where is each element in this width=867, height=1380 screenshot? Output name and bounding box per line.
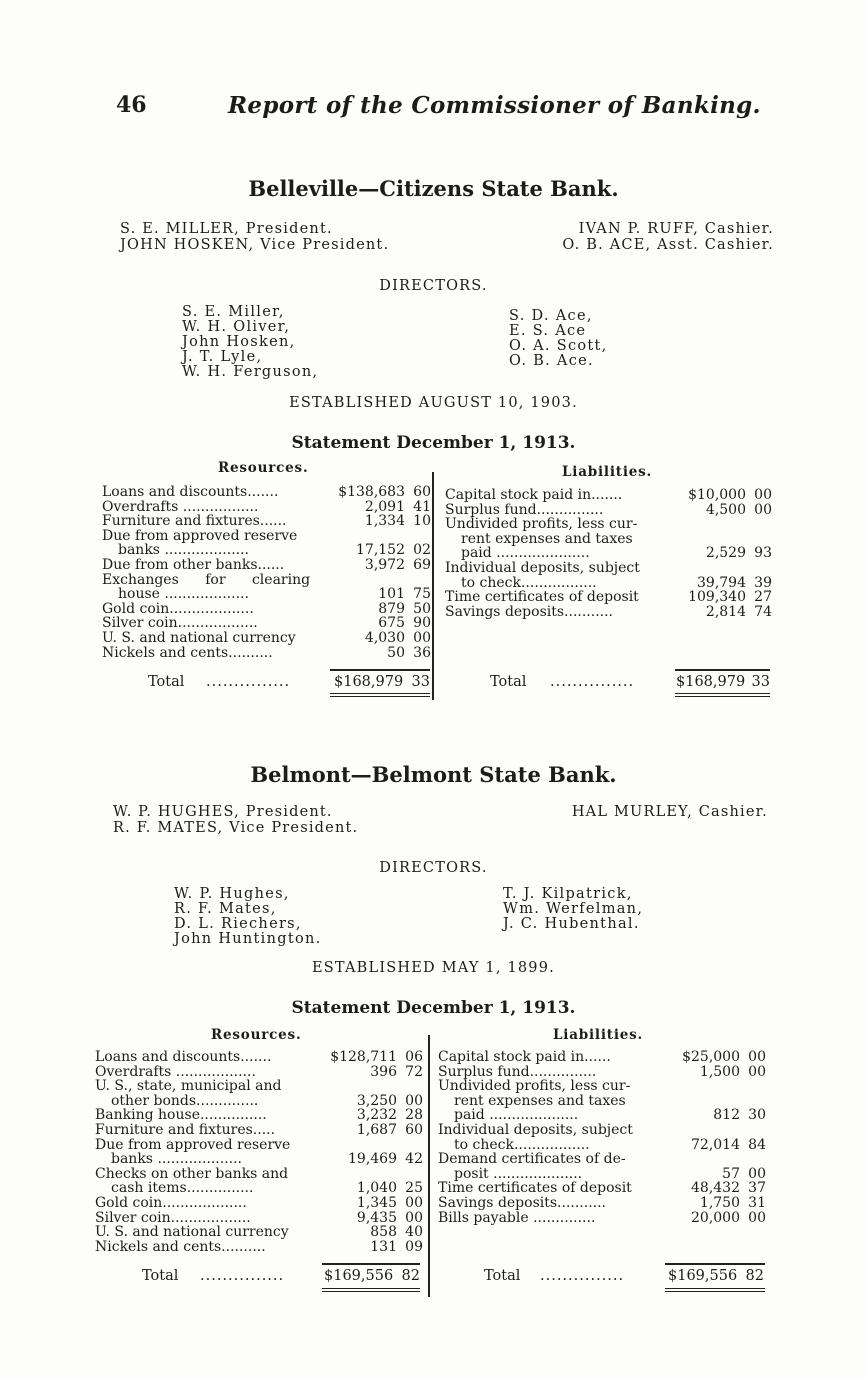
- row-dollars: 17,152: [356, 542, 405, 559]
- row-label: Individual deposits, subject: [438, 1122, 633, 1138]
- row-cents: 00: [405, 1092, 423, 1109]
- row-cents: 90: [413, 615, 431, 632]
- row-dollars: 20,000: [691, 1209, 740, 1226]
- total-double-rule: [322, 1288, 420, 1292]
- row-cents: 72: [405, 1063, 423, 1080]
- row-label: Exchanges for clearing: [102, 572, 311, 588]
- row-dollars: 1,750: [699, 1194, 740, 1211]
- established-date: ESTABLISHED AUGUST 10, 1903.: [289, 395, 578, 411]
- row-cents: 00: [748, 1165, 766, 1182]
- row-label: Due from approved reserve: [95, 1137, 291, 1153]
- officer: S. E. MILLER, President.: [120, 221, 333, 237]
- row-dollars: 19,469: [348, 1151, 397, 1168]
- row-dollars: 812: [713, 1107, 740, 1124]
- row-cents: 75: [413, 586, 431, 603]
- director: S. D. Ace,: [509, 308, 593, 324]
- row-label: Undivided profits, less cur-: [438, 1079, 631, 1094]
- row-dollars: 48,432: [691, 1180, 740, 1197]
- row-label: cash items...............: [111, 1181, 254, 1196]
- resource-row: [102, 631, 431, 646]
- row-label: Due from other banks......: [102, 557, 285, 573]
- director: W. H. Oliver,: [182, 319, 291, 335]
- total-amount-resources: [324, 1268, 420, 1284]
- resource-row: [95, 1196, 423, 1211]
- liability-row: [438, 1065, 766, 1080]
- bank-title: Belmont—Belmont State Bank.: [250, 762, 617, 787]
- row-cents: 50: [413, 600, 431, 617]
- resource-row: [102, 558, 431, 573]
- resource-row: [95, 1152, 423, 1167]
- row-label: Capital stock paid in.......: [445, 488, 623, 503]
- row-label: Silver coin..................: [102, 616, 258, 631]
- directors-right: [509, 309, 608, 369]
- resource-row: [102, 529, 431, 544]
- director: J. C. Hubenthal.: [503, 916, 640, 932]
- row-cents: 41: [413, 498, 431, 515]
- row-dollars: 9,435: [356, 1209, 397, 1226]
- row-dollars: 4,500: [705, 501, 746, 518]
- row-label: U. S. and national currency: [102, 630, 296, 646]
- resource-row: [102, 514, 431, 529]
- total-amount-liabilities: [668, 1268, 764, 1284]
- row-label: rent expenses and taxes: [461, 531, 633, 547]
- total-label: Total: [142, 1268, 179, 1284]
- total-leader: ...............: [200, 1268, 285, 1284]
- row-cents: 00: [754, 487, 772, 503]
- row-cents: 00: [413, 629, 431, 646]
- liability-row: [445, 503, 772, 518]
- row-label: Surplus fund...............: [445, 502, 604, 518]
- row-cents: [397, 1079, 423, 1094]
- row-label: Furniture and fixtures.....: [95, 1122, 276, 1138]
- bank-title: Belleville—Citizens State Bank.: [248, 176, 619, 201]
- column-divider: [432, 472, 434, 700]
- row-cents: 00: [748, 1063, 766, 1080]
- row-label: to check.................: [461, 575, 597, 591]
- row-cents: 06: [405, 1049, 423, 1065]
- row-cents: 00: [754, 501, 772, 518]
- row-dollars: 1,040: [356, 1180, 397, 1197]
- row-label: paid ....................: [454, 1108, 579, 1123]
- row-label: Loans and discounts.......: [95, 1050, 272, 1065]
- director: S. E. Miller,: [182, 304, 285, 320]
- row-cents: 42: [405, 1151, 423, 1168]
- row-label: Individual deposits, subject: [445, 560, 640, 576]
- total-dollars: $169,556: [324, 1268, 394, 1284]
- row-cents: 69: [413, 556, 431, 573]
- directors-heading: DIRECTORS.: [379, 278, 488, 294]
- row-dollars: 675: [378, 615, 405, 632]
- liabilities-list: [445, 488, 772, 619]
- row-dollars: 3,232: [356, 1107, 397, 1124]
- total-leader: ...............: [550, 674, 635, 690]
- liability-row: [438, 1108, 766, 1123]
- liabilities-heading: Liabilities.: [562, 464, 653, 480]
- row-label: banks ...................: [118, 543, 249, 558]
- resources-list: [102, 485, 431, 660]
- statement-heading: Statement December 1, 1913.: [291, 433, 576, 453]
- total-cents: 82: [401, 1268, 420, 1284]
- total-rule: [665, 1263, 765, 1265]
- liabilities-list: [438, 1050, 766, 1225]
- directors-left: [182, 305, 318, 380]
- liability-row: [438, 1138, 766, 1153]
- row-cents: 74: [754, 603, 772, 620]
- resource-row: [95, 1225, 423, 1240]
- row-dollars: 2,814: [705, 603, 746, 620]
- row-cents: 39: [754, 574, 772, 591]
- row-dollars: $25,000: [682, 1049, 740, 1065]
- row-label: Bills payable ..............: [438, 1210, 596, 1226]
- total-double-rule: [330, 693, 430, 697]
- liability-row: [438, 1079, 766, 1094]
- liability-row: [445, 532, 772, 547]
- resource-row: [102, 602, 431, 617]
- liability-row: [445, 546, 772, 561]
- resource-row: [95, 1181, 423, 1196]
- total-label: Total: [490, 674, 527, 690]
- liability-row: [445, 517, 772, 532]
- resource-row: [95, 1050, 423, 1065]
- row-cents: 84: [748, 1136, 766, 1153]
- row-cents: 93: [754, 545, 772, 562]
- row-dollars: 4,030: [364, 629, 405, 646]
- row-label: paid .....................: [461, 546, 590, 561]
- row-dollars: 858: [370, 1224, 397, 1241]
- director: D. L. Riechers,: [174, 916, 302, 932]
- row-cents: 00: [405, 1209, 423, 1226]
- resources-heading: Resources.: [218, 460, 309, 476]
- resource-row: [95, 1079, 423, 1094]
- row-cents: [405, 529, 431, 544]
- director: W. H. Ferguson,: [182, 364, 319, 380]
- resource-row: [95, 1065, 423, 1080]
- resource-row: [102, 616, 431, 631]
- liability-row: [438, 1050, 766, 1065]
- row-label: banks ...................: [111, 1152, 242, 1167]
- total-cents: 82: [745, 1268, 764, 1284]
- row-cents: 31: [748, 1194, 766, 1211]
- row-cents: 30: [748, 1107, 766, 1124]
- officers-right: [572, 804, 768, 820]
- row-dollars: 109,340: [688, 589, 746, 606]
- row-label: U. S. and national currency: [95, 1225, 289, 1240]
- row-cents: [746, 532, 772, 547]
- resource-row: [95, 1138, 423, 1153]
- row-label: Due from approved reserve: [102, 528, 298, 544]
- total-leader: ...............: [540, 1268, 625, 1284]
- total-label: Total: [484, 1268, 521, 1284]
- row-label: Silver coin..................: [95, 1210, 251, 1226]
- row-label: U. S., state, municipal and: [95, 1079, 282, 1094]
- resource-row: [102, 500, 431, 515]
- row-label: other bonds..............: [111, 1093, 259, 1109]
- resource-row: [102, 573, 431, 588]
- officers-left: [113, 804, 358, 836]
- running-title: Report of the Commissioner of Banking.: [228, 92, 761, 119]
- resource-row: [95, 1211, 423, 1226]
- row-dollars: 57: [722, 1165, 740, 1182]
- total-rule: [322, 1263, 420, 1265]
- row-label: Nickels and cents..........: [95, 1239, 266, 1255]
- officer: R. F. MATES, Vice President.: [113, 820, 359, 836]
- row-cents: [740, 1094, 766, 1109]
- row-cents: 00: [748, 1209, 766, 1226]
- row-cents: 00: [748, 1049, 766, 1065]
- total-dollars: $168,979: [676, 674, 746, 690]
- row-label: Savings deposits...........: [438, 1195, 606, 1211]
- director: John Hosken,: [182, 334, 296, 350]
- resource-row: [102, 646, 431, 661]
- row-cents: [740, 1152, 766, 1167]
- row-cents: [740, 1079, 766, 1094]
- row-label: Demand certificates of de-: [438, 1152, 626, 1167]
- row-cents: 28: [405, 1107, 423, 1124]
- row-cents: 09: [405, 1238, 423, 1255]
- director: O. B. Ace.: [509, 353, 594, 369]
- row-label: Overdrafts .................: [102, 499, 259, 515]
- row-dollars: $138,683: [338, 484, 405, 500]
- row-dollars: 879: [378, 600, 405, 617]
- resource-row: [95, 1167, 423, 1182]
- row-label: Gold coin...................: [102, 601, 254, 617]
- row-dollars: 3,250: [356, 1092, 397, 1109]
- directors-right: [503, 887, 643, 932]
- row-label: Undivided profits, less cur-: [445, 517, 638, 532]
- total-dollars: $168,979: [334, 674, 404, 690]
- resource-row: [95, 1123, 423, 1138]
- total-rule: [675, 669, 770, 671]
- row-dollars: 1,687: [356, 1121, 397, 1138]
- liability-row: [445, 605, 772, 620]
- liability-row: [438, 1094, 766, 1109]
- total-dollars: $169,556: [668, 1268, 738, 1284]
- row-dollars: 2,529: [705, 545, 746, 562]
- directors-left: [174, 887, 322, 947]
- total-leader: ...............: [206, 674, 291, 690]
- liability-row: [445, 590, 772, 605]
- officer: W. P. HUGHES, President.: [113, 804, 333, 820]
- liability-row: [445, 488, 772, 503]
- liability-row: [438, 1181, 766, 1196]
- row-cents: [746, 561, 772, 576]
- director: R. F. Mates,: [174, 901, 277, 917]
- row-cents: 60: [405, 1121, 423, 1138]
- row-label: Nickels and cents..........: [102, 645, 273, 661]
- row-cents: 37: [748, 1180, 766, 1197]
- resources-list: [95, 1050, 423, 1254]
- director: J. T. Lyle,: [182, 349, 263, 365]
- resource-row: [95, 1108, 423, 1123]
- director: O. A. Scott,: [509, 338, 608, 354]
- row-cents: 60: [413, 484, 431, 500]
- row-dollars: $10,000: [688, 487, 746, 503]
- row-label: Time certificates of deposit: [438, 1181, 632, 1196]
- row-label: to check.................: [454, 1137, 590, 1153]
- officer: JOHN HOSKEN, Vice President.: [120, 237, 390, 253]
- established-date: ESTABLISHED MAY 1, 1899.: [312, 960, 555, 976]
- resource-row: [102, 587, 431, 602]
- total-rule: [330, 669, 430, 671]
- liabilities-heading: Liabilities.: [553, 1027, 644, 1043]
- total-amount-resources: [334, 674, 430, 690]
- row-dollars: 39,794: [697, 574, 746, 591]
- row-label: Capital stock paid in......: [438, 1050, 611, 1065]
- row-cents: 25: [405, 1180, 423, 1197]
- total-label: Total: [148, 674, 185, 690]
- row-cents: 36: [413, 644, 431, 661]
- row-cents: [740, 1123, 766, 1138]
- row-label: Checks on other banks and: [95, 1166, 289, 1182]
- liability-row: [438, 1167, 766, 1182]
- row-label: Overdrafts ..................: [95, 1064, 256, 1080]
- officers-left: [120, 221, 389, 253]
- row-label: Banking house...............: [95, 1108, 267, 1123]
- row-dollars: 1,500: [699, 1063, 740, 1080]
- liability-row: [438, 1196, 766, 1211]
- total-cents: 33: [751, 674, 770, 690]
- row-cents: 27: [754, 589, 772, 606]
- officer: IVAN P. RUFF, Cashier.: [578, 221, 774, 237]
- row-label: Time certificates of deposit: [445, 590, 639, 605]
- liability-row: [445, 576, 772, 591]
- total-double-rule: [675, 693, 770, 697]
- row-label: Surplus fund...............: [438, 1064, 597, 1080]
- liability-row: [438, 1152, 766, 1167]
- row-cents: [405, 573, 431, 588]
- row-cents: 02: [413, 542, 431, 559]
- row-cents: 00: [405, 1194, 423, 1211]
- total-cents: 33: [411, 674, 430, 690]
- row-label: house ...................: [118, 587, 249, 602]
- row-cents: 40: [405, 1224, 423, 1241]
- liability-row: [438, 1123, 766, 1138]
- row-dollars: 1,334: [364, 513, 405, 530]
- row-dollars: 131: [370, 1238, 397, 1255]
- row-dollars: 3,972: [364, 556, 405, 573]
- row-dollars: $128,711: [330, 1049, 397, 1065]
- row-dollars: 1,345: [356, 1194, 397, 1211]
- officer: HAL MURLEY, Cashier.: [571, 804, 768, 820]
- liability-row: [438, 1211, 766, 1226]
- statement-heading: Statement December 1, 1913.: [291, 998, 576, 1018]
- row-dollars: 396: [370, 1063, 397, 1080]
- row-label: Gold coin...................: [95, 1195, 247, 1211]
- total-amount-liabilities: [676, 674, 770, 690]
- total-double-rule: [665, 1288, 765, 1292]
- row-label: Loans and discounts.......: [102, 485, 279, 500]
- resources-heading: Resources.: [211, 1027, 302, 1043]
- row-cents: [397, 1138, 423, 1153]
- director: E. S. Ace: [509, 323, 587, 339]
- row-label: Savings deposits...........: [445, 604, 613, 620]
- row-cents: 10: [413, 513, 431, 530]
- row-dollars: 50: [387, 644, 405, 661]
- row-cents: [397, 1167, 423, 1182]
- row-dollars: 101: [378, 586, 405, 603]
- row-label: rent expenses and taxes: [454, 1093, 626, 1109]
- column-divider: [428, 1035, 430, 1297]
- resource-row: [102, 485, 431, 500]
- row-cents: [746, 517, 772, 532]
- row-label: Furniture and fixtures......: [102, 514, 287, 529]
- row-label: posit ....................: [454, 1166, 583, 1182]
- liability-row: [445, 561, 772, 576]
- officers-right: [562, 221, 774, 253]
- resource-row: [102, 543, 431, 558]
- resource-row: [95, 1094, 423, 1109]
- resource-row: [95, 1240, 423, 1255]
- officer: O. B. ACE, Asst. Cashier.: [562, 237, 774, 253]
- director: John Huntington.: [174, 931, 322, 947]
- director: T. J. Kilpatrick,: [503, 886, 633, 902]
- row-dollars: 2,091: [364, 498, 405, 515]
- row-dollars: 72,014: [691, 1136, 740, 1153]
- director: W. P. Hughes,: [174, 886, 290, 902]
- page-number: 46: [116, 92, 147, 118]
- directors-heading: DIRECTORS.: [379, 860, 488, 876]
- director: Wm. Werfelman,: [503, 901, 644, 917]
